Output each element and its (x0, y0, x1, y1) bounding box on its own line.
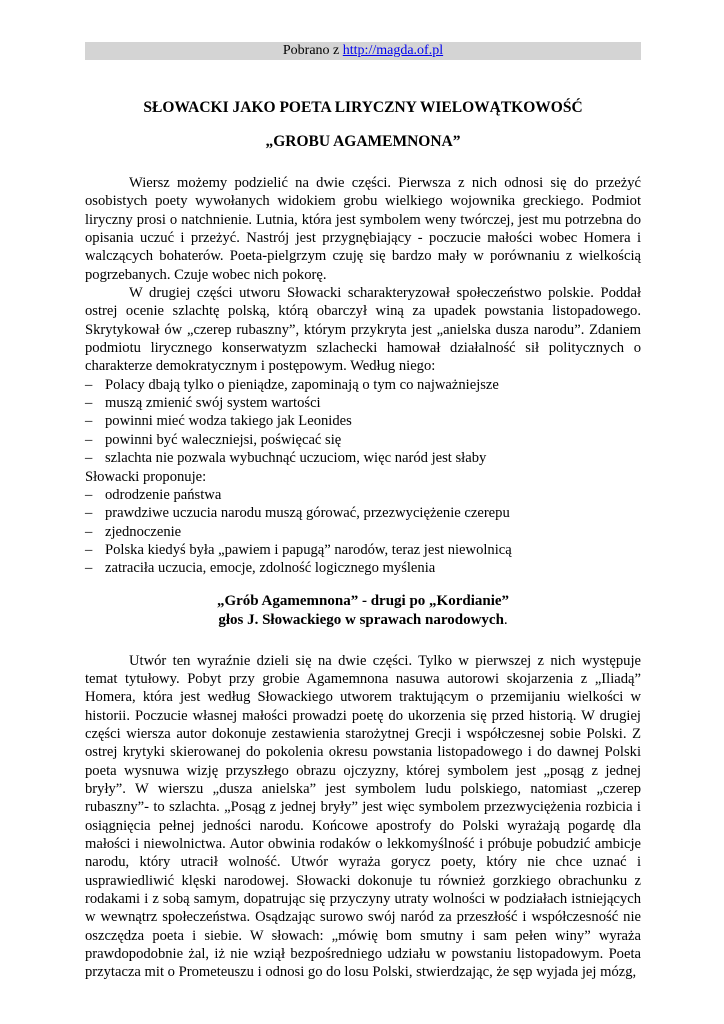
dash-bullet-icon: – (85, 450, 93, 467)
dash-bullet-icon: – (85, 541, 93, 558)
dash-bullet-icon: – (85, 560, 93, 577)
source-link[interactable]: http://magda.of.pl (342, 43, 444, 58)
list-item: – szlachta nie pozwala wybuchnąć uczuciom, więc naród jest słaby (85, 450, 487, 467)
document-body (85, 98, 641, 982)
criticism-list (85, 376, 641, 468)
list-item: – odrodzenie państwa (85, 486, 222, 503)
subtitle-dot: . (503, 611, 508, 628)
proposes-label: Słowacki proponuje: (85, 468, 207, 485)
subtitle-line-1: „Grób Agamemnona” - drugi po „Kordianie” (216, 592, 510, 609)
proposals-list (85, 486, 641, 578)
section-subtitle (85, 592, 641, 630)
dash-bullet-icon: – (85, 523, 93, 540)
paragraph-1: Wiersz możemy podzielić na dwie części. Pierwsza z nich odnosi się do przeżyć osobistych poety wywołanych widokiem grobu wielkiego wojownika greckiego. Podmiot liryczny prosi o natchnienie. Lutnia, która jest symbolem weny twórczej, jest mu potrzebna do opisania uczuć i przeżyć. Nastrój jest przygnębiający - poczucie małości wobec Homera i walczących bohaterów. Poeta-pielgrzym czuję się bardzo mały w porównaniu z wielkością pogrzebanych. Czuje wobec nich pokorę. (85, 175, 641, 283)
list-item: – powinni mieć wodza takiego jak Leonides (85, 413, 352, 430)
download-source-bar (85, 42, 641, 60)
list-item: – powinni być waleczniejsi, poświęcać się (85, 431, 342, 448)
list-item: – prawdziwe uczucia narodu muszą górować, przezwyciężenie czerepu (85, 505, 510, 522)
dash-bullet-icon: – (85, 431, 93, 448)
dash-bullet-icon: – (85, 395, 93, 412)
list-item: – Polska kiedyś była „pawiem i papugą” narodów, teraz jest niewolnicą (85, 541, 512, 558)
title-line-2: „GROBU AGAMEMNONA” (265, 133, 461, 150)
list-item: – zatraciła uczucia, emocje, zdolność logicznego myślenia (85, 560, 436, 577)
dash-bullet-icon: – (85, 505, 93, 522)
list-item: – Polacy dbają tylko o pieniądze, zapominają o tym co najważniejsze (85, 376, 499, 393)
dash-bullet-icon: – (85, 376, 93, 393)
paragraph-3: Utwór ten wyraźnie dzieli się na dwie części. Tylko w pierwszej z nich występuje temat tytułowy. Pobyt przy grobie Agamemnona nasuwa autorowi skojarzenia z „Iliadą” Homera, która jest według Słowackiego utworem traktującym o przemijaniu wielkości w historii. Poczucie własnej małości prowadzi poetę do ukorzenia się przed historią. W drugiej części wiersza autor dokonuje zestawienia starożytnej Grecji i współczesnej sobie Polski. Z ostrej krytyki skierowanej do pokolenia okresu powstania listopadowego i do dawnej Polski poeta wysnuwa wizję przyszłego obrazu ojczyzny, której symbolem jest „posąg z jednej bryły”. W wierszu „dusza anielska” jest symbolem ludu polskiego, natomiast „czerep rubaszny”- to szlachta. „Posąg z jednej bryły” jest więc symbolem przezwyciężenia rozbicia i osiągnięcia pełnej jedności narodu. Końcowe apostrofy do Polski wyrażają pogardę dla małości i niewolnictwa. Autor obwinia rodaków o lekkomyślność i próbuje pobudzić ambicje narodu, który utracił wolność. Utwór wyraża gorycz poety, który nie chce uznać i usprawiedliwić klęski narodowej. Słowacki dokonuje tu również gorzkiego obrachunku z rodakami i z sobą samym, dopatrując się przyczyny utraty wolności w podziałach istniejących w wewnątrz społeczeństwa. Osądzając surowo swój naród za przeszłość i współczesność nie oszczędza poeta i siebie. W słowach: „mówię bom smutny i sam pełen winy” wyraża prawdopodobnie żal, iż nie wziął bezpośredniego udziału w powstaniu listopadowym. Poeta przytacza mit o Prometeuszu i odnosi go do losu Polski, stwierdzając, że sęp wyjada jej mózg, (85, 652, 641, 981)
list-item: – muszą zmienić swój system wartości (85, 395, 321, 412)
source-prefix: Pobrano z (282, 43, 343, 58)
subtitle-line-2: głos J. Słowackiego w sprawach narodowych (218, 611, 504, 628)
dash-bullet-icon: – (85, 486, 93, 503)
dash-bullet-icon: – (85, 413, 93, 430)
list-item: – zjednoczenie (85, 523, 182, 540)
paragraph-2: W drugiej części utworu Słowacki scharakteryzował społeczeństwo polskie. Poddał ostrej ocenie szlachtę polską, którą obarczył winą za upadek powstania listopadowego. Skrytykował ów „czerep rubaszny”, którym przykryta jest „anielska dusza narodu”. Zdaniem podmiotu lirycznego konserwatyzm szlachecki hamował działalność sił politycznych o charakterze demokratycznym i postępowym. Według niego: (85, 285, 641, 375)
title-line-1: SŁOWACKI JAKO POETA LIRYCZNY WIELOWĄTKOWOŚĆ (143, 99, 583, 116)
